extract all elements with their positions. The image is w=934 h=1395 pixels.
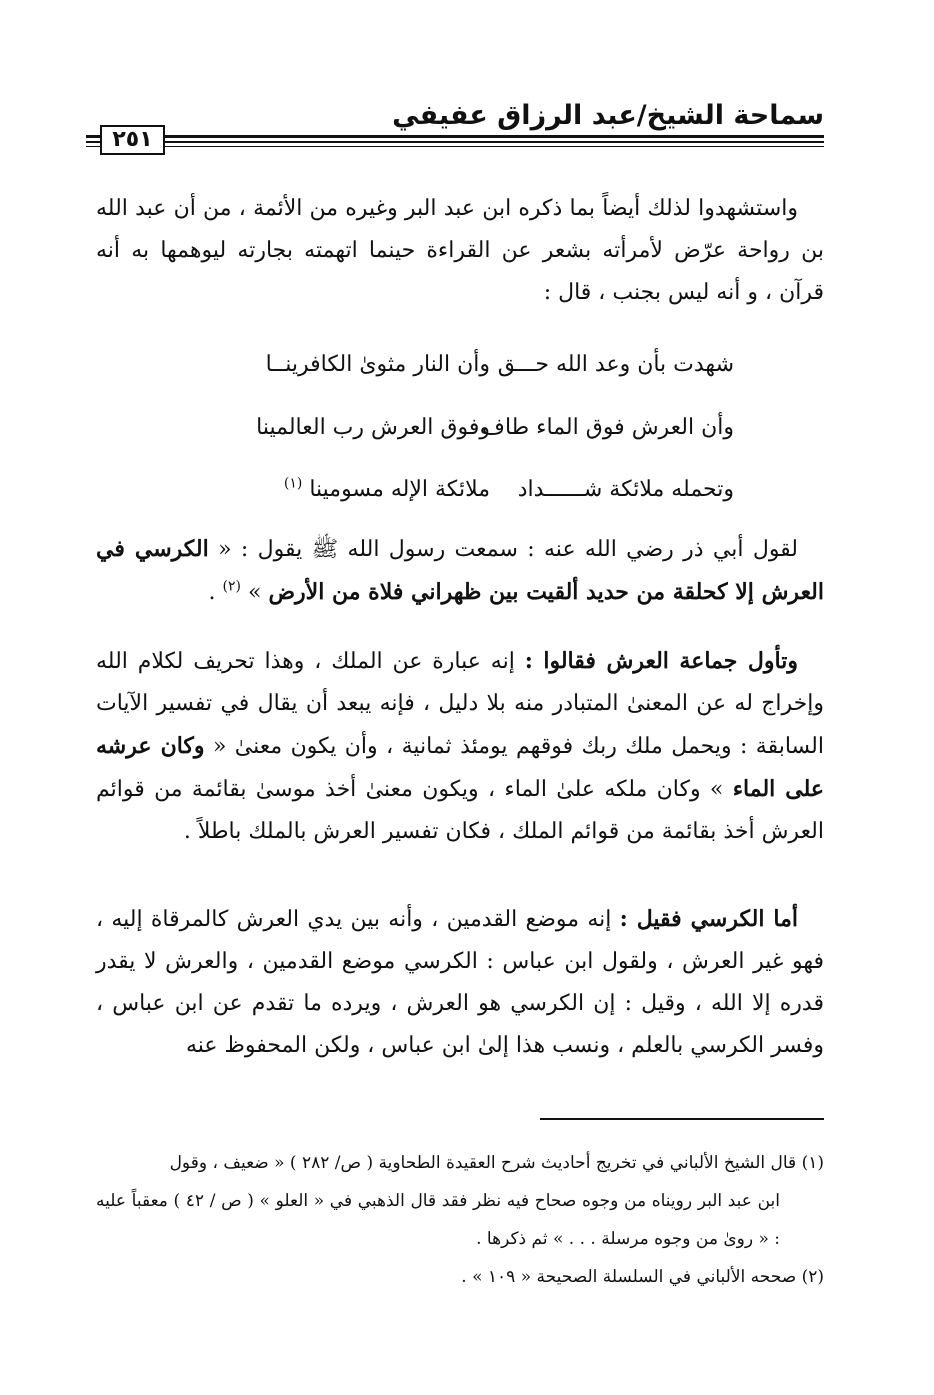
footnote-text: قال الشيخ الألباني في تخريج أحاديث شرح العقيدة الطحاوية ( ص/ ٢٨٢ ) « ضعيف ، وقول bbox=[169, 1153, 797, 1173]
paragraph-3-text-end: » وكان ملكه علىٰ الماء ، ويكون معنىٰ أخذ موسىٰ بقائمة من قوائم العرش أخذ بقائمة من قوائم الملك ، فكان تفسير العرش بالملك باطلاً . bbox=[96, 777, 824, 844]
footnotes bbox=[96, 1144, 824, 1296]
verse-second-hemistich: وأن النار مثوىٰ الكافرينــا bbox=[265, 352, 490, 377]
footnote-1-continuation: ابن عبد البر رويناه من وجوه صحاح فيه نظر فقد قال الذهبي في « العلو » ( ص / ٤٢ ) معقباً عليه : « روىٰ من وجوه مرسلة . . . » ثم ذكرها . bbox=[96, 1191, 780, 1249]
paragraph-3-lead: وتأول جماعة العرش فقالوا : bbox=[524, 648, 798, 674]
verse-text: ملائكة الإله مسومينا bbox=[309, 477, 490, 502]
verse-first-hemistich: وتحمله ملائكة شــــــداد bbox=[517, 477, 734, 502]
poem-verse-2 bbox=[190, 408, 734, 448]
paragraph-3-text: إنه عبارة عن الملك ، وهذا تحريف لكلام الله وإخراج له عن المعنىٰ المتبادر منه بلا دليل ، فإنه يبعد أن يقال في تفسير الآيات السابقة : ويحمل ملك ربك فوقهم يومئذ ثمانية ، وأن يكون معنىٰ « bbox=[96, 649, 824, 759]
running-header-title: سماحة الشيخ/عبد الرزاق عفيفي bbox=[392, 100, 824, 131]
footnote-ref-2[interactable]: (٢) bbox=[222, 578, 241, 595]
poem-verse-1 bbox=[190, 345, 734, 385]
quran-quote: وكان عرشه على الماء bbox=[96, 733, 824, 802]
header-rule bbox=[165, 141, 824, 143]
footnote-ref-1[interactable]: (١) bbox=[283, 475, 303, 492]
header-rule bbox=[165, 135, 824, 138]
paragraph-4-lead: أما الكرسي فقيل : bbox=[619, 906, 798, 932]
paragraph-4-text: إنه موضع القدمين ، وأنه بين يدي العرش كالمرقاة إليه ، فهو غير العرش ، ولقول ابن عباس : الكرسي موضع القدمين ، والعرش لا يقدر قدره إلا الله ، وقيل : إن الكرسي هو العرش ، ويرده ما تقدم عن ابن عباس ، وفسر الكرسي بالعلم ، ونسب هذا إلىٰ ابن عباس ، ولكن المحفوظ عنه bbox=[96, 907, 824, 1058]
paragraph-3 bbox=[96, 640, 824, 853]
paragraph-2 bbox=[96, 528, 824, 614]
footnote-number: (١) bbox=[801, 1153, 824, 1173]
hadith-quote: الكرسي في العرش إلا كحلقة من حديد ألقيت بين ظهراني فلاة من الأرض bbox=[96, 536, 824, 605]
paragraph-1 bbox=[96, 188, 824, 314]
footnote-1 bbox=[96, 1144, 824, 1182]
verse-first-hemistich: شهدت بأن وعد الله حـــق bbox=[497, 352, 734, 377]
hadith-intro: لقول أبي ذر رضي الله عنه : سمعت رسول الله ﷺ يقول : « bbox=[218, 537, 799, 562]
verse-first-hemistich: وأن العرش فوق الماء طاف bbox=[482, 415, 734, 440]
header-rule-left bbox=[86, 135, 100, 138]
footnote-text: صححه الألباني في السلسلة الصحيحة « ١٠٩ » . bbox=[461, 1267, 797, 1287]
paragraph-4 bbox=[96, 898, 824, 1067]
page-number-box: ٢٥١ bbox=[100, 125, 165, 155]
quote-close: » bbox=[247, 580, 262, 605]
poem-verse-3 bbox=[190, 470, 734, 510]
header-rule bbox=[165, 146, 824, 147]
footnote-2 bbox=[96, 1258, 824, 1296]
footnote-number: (٢) bbox=[801, 1267, 824, 1287]
footnote-separator bbox=[540, 1118, 824, 1120]
verse-second-hemistich: وفوق العرش رب العالمينا bbox=[256, 415, 490, 440]
header-rule-left bbox=[86, 141, 100, 143]
paragraph-1-text: واستشهدوا لذلك أيضاً بما ذكره ابن عبد البر وغيره من الأئمة ، من أن عبد الله بن رواحة عرّض لأمرأته بشعر عن القراءة حينما اتهمته بجارته ليوهمها به أنه قرآن ، و أنه ليس بجنب ، قال : bbox=[96, 196, 824, 305]
verse-second-hemistich bbox=[190, 470, 490, 510]
period: . bbox=[208, 580, 216, 605]
header-rule-left bbox=[86, 146, 100, 147]
